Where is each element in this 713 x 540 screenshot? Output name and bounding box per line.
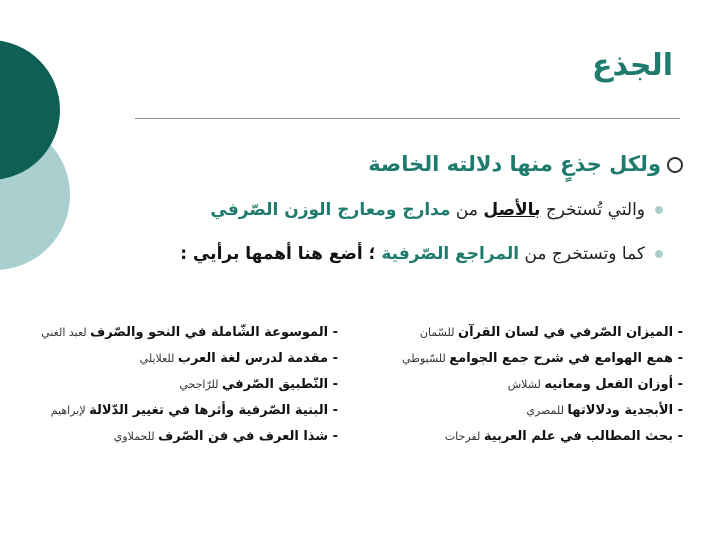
bullet-dot-icon: [655, 250, 663, 258]
reference-item: - بحث المطالب في علم العربية لفرحات: [444, 429, 683, 444]
reference-item: - الموسوعة الشّاملة في النحو والصّرف لعبد الغني: [41, 325, 338, 340]
bullet-dot-icon: [655, 206, 663, 214]
bullet-references: [180, 244, 663, 264]
reference-item: - الميزان الصّرفي في لسان القرآن للسّمان: [419, 325, 683, 340]
decorative-circles: [0, 0, 120, 300]
reference-item: - أوزان الفعل ومعانيه لشلاش: [507, 377, 683, 392]
bullet1-text-a: والتي تُستخرج: [540, 200, 645, 220]
reference-item: - همع الهوامع في شرح جمع الجوامع للسّيوطي: [402, 351, 683, 366]
bullet2-text-a: كما وتستخرج من: [519, 244, 645, 264]
heading-text: ولكل جذعٍ منها دلالته الخاصة: [368, 152, 661, 176]
reference-item: - مقدمة لدرس لغة العرب للعلايلي: [139, 351, 338, 366]
title-divider: [135, 118, 680, 119]
main-heading: [368, 152, 683, 176]
bullet1-highlight: مدارج ومعارج الوزن الصّرفي: [210, 200, 451, 220]
reference-item: - شذا العرف في فن الصّرف للحملاوي: [113, 429, 338, 444]
slide-title: الجذع: [592, 48, 673, 83]
bullet2-text-c: ؛ أضع هنا أهمها برأيي :: [180, 244, 382, 264]
references-column-left: [41, 325, 338, 455]
references-column-right: [402, 325, 683, 455]
bullet1-text-c: من: [450, 200, 484, 220]
reference-item: - الأبجدية ودلالاتها للمصري: [526, 403, 683, 418]
reference-item: - البنية الصّرفية وأثرها في تغيير الدّلالة لإبراهيم: [50, 403, 338, 418]
bullet2-highlight: المراجع الصّرفية: [381, 244, 520, 264]
bullet-origin: [210, 200, 663, 220]
reference-item: - التّطبيق الصّرفي للرّاجحي: [179, 377, 338, 392]
bullet1-emphasis: بالأصل: [483, 200, 541, 220]
circle-bullet-icon: [667, 157, 683, 173]
